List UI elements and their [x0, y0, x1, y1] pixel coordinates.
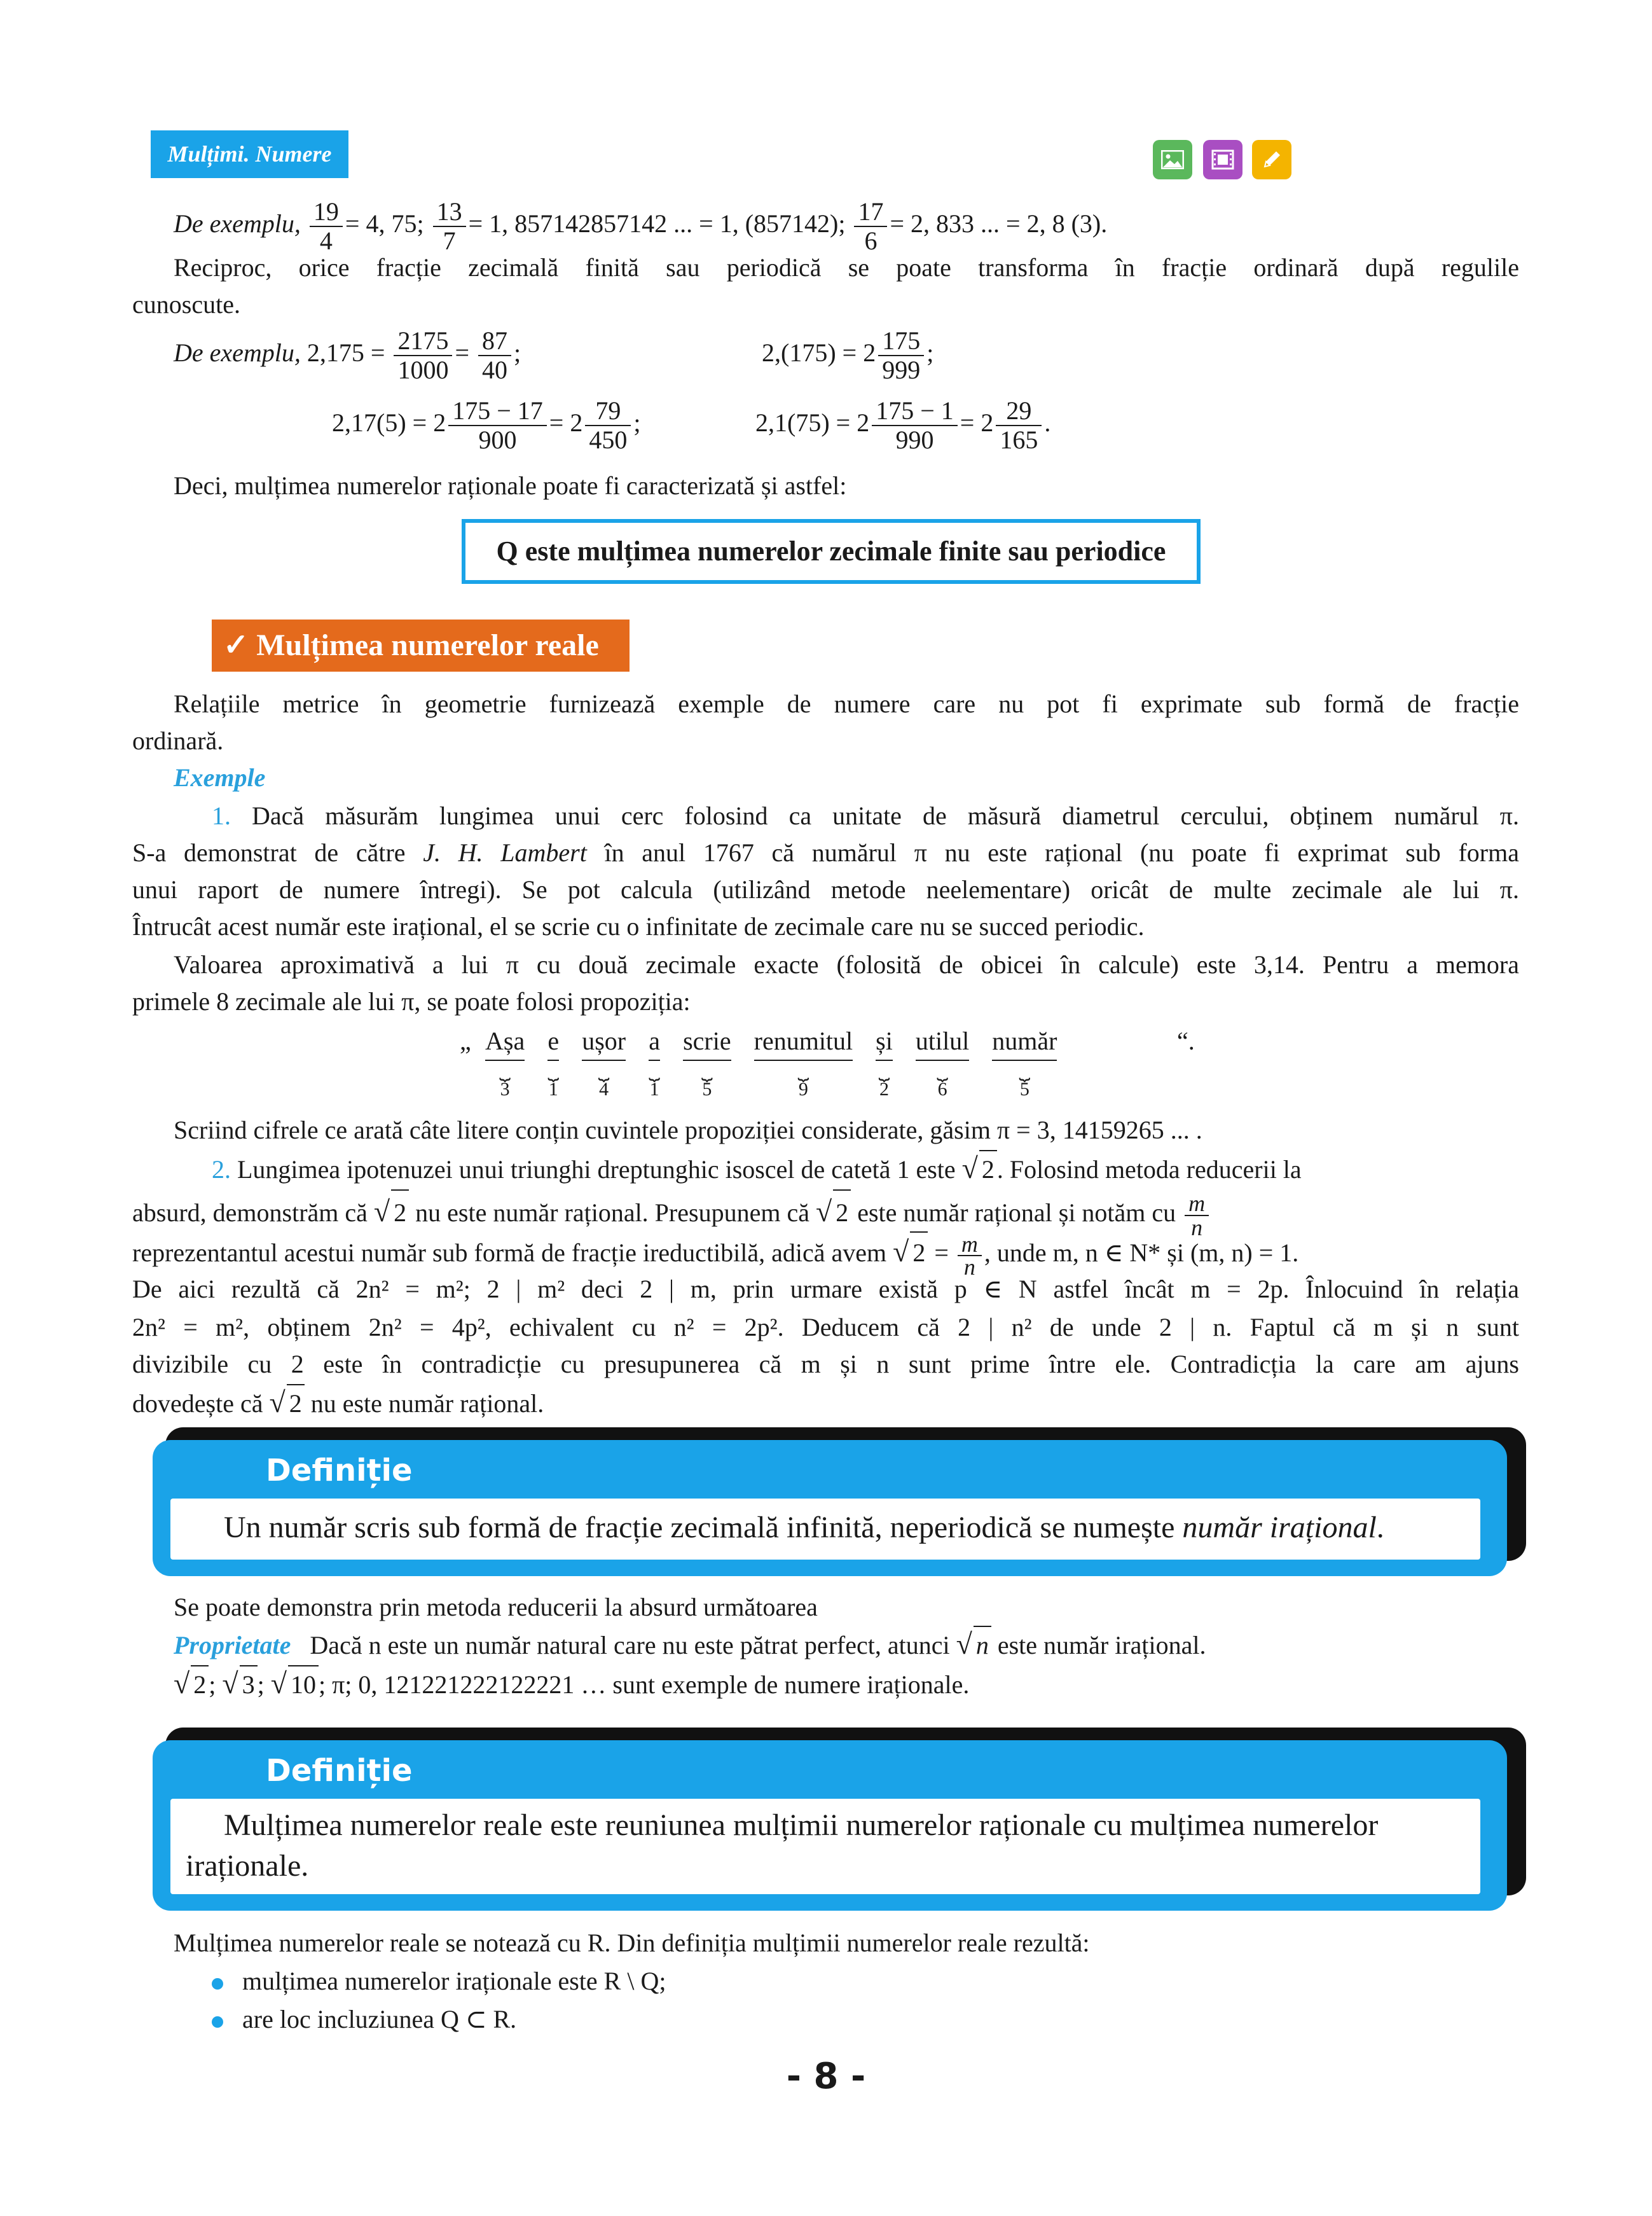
multimea-r-line: Mulțimea numerelor reale se notează cu R. Din definiția mulțimii numerelor reale rezultă:	[174, 1929, 1090, 1957]
mnemonic-word: a ⏟ 1	[649, 1023, 660, 1099]
example-2-line-2: absurd, demonstrăm că √ 2 nu este număr rațional. Presupunem că √ 2 este număr rațional și notăm cu $\frac{m}{n}$	[132, 1189, 1519, 1239]
fraction: $\frac{175 - 17}{900}$	[448, 397, 547, 454]
definition-title: Definiție	[266, 1453, 413, 1488]
mnemonic-word: ușor ⏟ 4	[582, 1023, 626, 1099]
example-2-175-periodic: 2,(175) = 2 $\frac{175}{999}$ ;	[762, 326, 934, 384]
example-1-line-2: S-a demonstrat de către J. H. Lambert în anul 1767 că numărul π nu este rațional (nu poate fi exprimat sub forma	[132, 838, 1519, 867]
example-2-line-4: De aici rezultă că 2n² = m²; 2 | m² deci 2 | m, prin urmare există p ∈ N astfel încât m = 2p. Înlocuind în relația	[132, 1275, 1519, 1303]
mnemonic-word: și ⏟ 2	[876, 1023, 893, 1099]
film-icon[interactable]	[1203, 140, 1242, 179]
pencil-icon[interactable]	[1252, 140, 1291, 179]
example-2-1-75: 2,1(75) = 2 $\frac{175 - 1}{990}$ = 2 $\frac{29}{165}$ .	[755, 396, 1051, 454]
example-1-line-3: unui raport de numere întregi). Se pot calcula (utilizând metode neelementare) oricât de multe zecimale ale lui π.	[132, 875, 1519, 904]
mnemonic-word: Așa ⏟ 3	[485, 1023, 525, 1099]
bullet-icon	[212, 1978, 223, 1990]
page-number: - 8 -	[786, 2056, 866, 2097]
fraction: $\frac{175}{999}$	[878, 327, 924, 384]
definition-2-box	[153, 1740, 1507, 1911]
definition-2-body: Mulțimea numerelor reale este reuniunea mulțimii numerelor raționale cu mulțimea numerelor iraționale.	[170, 1799, 1480, 1894]
mnemonic-word: utilul ⏟ 6	[916, 1023, 969, 1099]
value-text: = 2, 833 ... = 2, 8 (3).	[890, 209, 1108, 238]
example-1-line-6: primele 8 zecimale ale lui π, se poate folosi propoziția:	[132, 987, 691, 1016]
se-poate-line: Se poate demonstra prin metoda reducerii la absurd următoarea	[174, 1593, 818, 1621]
fraction-m-n: $\frac{m}{n}$	[1185, 1192, 1209, 1239]
example-1-line-1: 1. Dacă măsurăm lungimea unui cerc folosind ca unitate de măsură diametrul cercului, obținem numărul π.	[212, 801, 1520, 830]
open-quote: „	[460, 1027, 471, 1055]
mnemonic-word: scrie ⏟ 5	[683, 1023, 731, 1099]
author-name: J. H. Lambert	[423, 838, 587, 867]
sqrt-value: 2	[979, 1150, 997, 1188]
proprietate-line: Proprietate Dacă n este un număr natural care nu este pătrat perfect, atunci √ n este număr irațional.	[174, 1626, 1206, 1664]
mnemonic-word: renumitul ⏟ 9	[754, 1023, 853, 1099]
relatii-line-2: ordinară.	[132, 726, 224, 755]
definition-title: Definiție	[266, 1753, 413, 1789]
bullet-icon	[212, 2016, 223, 2028]
mnemonic-word: e ⏟ 1	[547, 1023, 559, 1099]
example-2-line-7: dovedește că √ 2 nu este număr rațional.	[132, 1384, 544, 1422]
example-number: 2.	[212, 1155, 231, 1184]
example-1-line-4: Întrucât acest număr este irațional, el se scrie cu o infinitate de zecimale care nu se succed periodic.	[132, 912, 1145, 941]
mnemonic-sentence	[460, 1023, 1197, 1099]
close-quote: “.	[1177, 1027, 1195, 1055]
proprietate-label: Proprietate	[174, 1631, 291, 1659]
example-2-line-3: reprezentantul acestui număr sub formă de fracție ireductibilă, adică avem √ 2 = $\frac{m}{n}$ , unde m, n ∈ N* și (m, n) = 1.	[132, 1231, 1299, 1280]
deci-text: Deci, mulțimea numerelor raționale poate fi caracterizată și astfel:	[174, 471, 847, 500]
example-1-line-5: Valoarea aproximativă a lui π cu două zecimale exacte (folosită de obicei în calcule) este 3,14. Pentru a memora	[174, 950, 1519, 979]
bullet-item-1: mulțimea numerelor iraționale este R \ Q;	[212, 1963, 666, 2000]
rational-definition-box: Q este mulțimea numerelor zecimale finite sau periodice	[462, 519, 1201, 584]
exemple-label: Exemple	[174, 763, 266, 792]
bullet-item-2: are loc incluziunea Q ⊂ R.	[212, 2001, 516, 2038]
fraction: $\frac{87}{40}$	[478, 327, 511, 384]
fraction-m-n: $\frac{m}{n}$	[958, 1233, 982, 1278]
scriind-line: Scriind cifrele ce arată câte litere conțin cuvintele propoziției considerate, găsim π = 3, 14159265 ... .	[174, 1116, 1202, 1144]
examples-line-1	[174, 192, 1318, 256]
example-number: 1.	[212, 801, 231, 830]
mnemonic-word: număr ⏟ 5	[992, 1023, 1057, 1099]
fraction-13-7: $\frac{13}{7}$	[433, 198, 466, 255]
example-2175: De exemplu, 2,175 = $\frac{2175}{1000}$ = $\frac{87}{40}$ ;	[174, 326, 521, 384]
value-text: = 4, 75;	[345, 209, 424, 238]
definition-1-box	[153, 1440, 1507, 1576]
example-2-line-5: 2n² = m², obținem 2n² = 4p², echivalent cu n² = 2p². Deducem că 2 | n² de unde 2 | n. Faptul că m și n sunt	[132, 1313, 1519, 1341]
example-2-17-5: 2,17(5) = 2 $\frac{175 - 17}{900}$ = 2 $\frac{79}{450}$ ;	[332, 396, 641, 454]
definition-1-body: Un număr scris sub formă de fracție zecimală infinită, neperiodică se numește număr irațional.	[170, 1499, 1480, 1560]
chapter-tag: Mulțimi. Numere	[151, 130, 348, 178]
relatii-line: Relațiile metrice în geometrie furnizează exemple de numere care nu pot fi exprimate sub formă de fracție	[174, 689, 1519, 718]
value-text: = 1, 857142857142 ... = 1, (857142);	[468, 209, 846, 238]
section-title: ✓ Mulțimea numerelor reale	[212, 620, 630, 672]
fraction: $\frac{175 - 1}{990}$	[872, 397, 958, 454]
fraction-19-4: $\frac{19}{4}$	[310, 198, 343, 255]
fraction-17-6: $\frac{17}{6}$	[854, 198, 887, 255]
fraction: $\frac{79}{450}$	[585, 397, 631, 454]
example-2-line-1: 2. Lungimea ipotenuzei unui triunghi dreptunghic isoscel de catetă 1 este √ 2 . Folosind metoda reducerii la	[212, 1150, 1519, 1188]
reciproc-line: Reciproc, orice fracție zecimală finită sau periodică se poate transforma în fracție ordinară după regulile	[174, 253, 1519, 282]
fraction: $\frac{2175}{1000}$	[394, 327, 452, 384]
image-icon[interactable]	[1153, 140, 1192, 179]
example-2-line-6: divizibile cu 2 este în contradicție cu presupunerea că m și n sunt prime între ele. Contradicția la care am ajuns	[132, 1350, 1519, 1378]
lead-text: De exemplu,	[174, 338, 301, 367]
lead-text: De exemplu,	[174, 209, 301, 238]
reciproc-line-2: cunoscute.	[132, 290, 240, 319]
irrational-examples-line: √ 2 ; √ 3 ; √ 10 ; π; 0, 121221222122221 … sunt exemple de numere iraționale.	[174, 1665, 969, 1703]
fraction: $\frac{29}{165}$	[996, 397, 1042, 454]
